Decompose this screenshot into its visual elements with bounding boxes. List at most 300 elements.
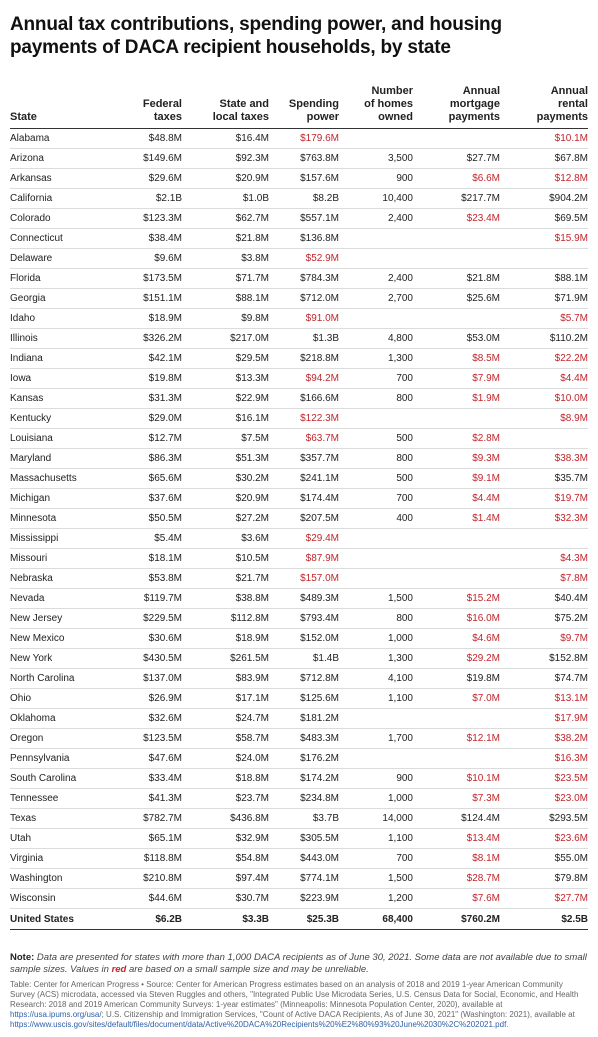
column-header-homes-owned xyxy=(339,85,413,129)
federal-taxes-cell: $65.1M xyxy=(120,829,182,849)
column-header-state xyxy=(10,85,120,129)
federal-taxes-cell: $137.0M xyxy=(120,669,182,689)
table-row xyxy=(10,469,588,489)
homes-owned-cell: 2,400 xyxy=(339,209,413,229)
table-row xyxy=(10,769,588,789)
state-cell: Michigan xyxy=(10,489,120,509)
table-row xyxy=(10,709,588,729)
table-row xyxy=(10,289,588,309)
state-local-taxes-cell: $71.7M xyxy=(182,269,269,289)
federal-taxes-cell: $18.1M xyxy=(120,549,182,569)
spending-power-cell: $166.6M xyxy=(269,389,339,409)
column-header-line: rental xyxy=(558,98,588,110)
mortgage-payments-cell: $25.6M xyxy=(413,289,500,309)
state-local-taxes-cell: $32.9M xyxy=(182,829,269,849)
column-header-mortgage-payments xyxy=(413,85,500,129)
homes-owned-cell xyxy=(339,249,413,269)
mortgage-payments-cell xyxy=(413,249,500,269)
state-cell: Iowa xyxy=(10,369,120,389)
total-state-cell: United States xyxy=(10,909,120,930)
column-header-federal-taxes xyxy=(120,85,182,129)
state-local-taxes-cell: $18.8M xyxy=(182,769,269,789)
total-rental-payments-cell: $2.5B xyxy=(500,909,588,930)
homes-owned-cell: 10,400 xyxy=(339,189,413,209)
homes-owned-cell: 400 xyxy=(339,509,413,529)
state-cell: Idaho xyxy=(10,309,120,329)
mortgage-payments-cell: $21.8M xyxy=(413,269,500,289)
federal-taxes-cell: $9.6M xyxy=(120,249,182,269)
table-row xyxy=(10,509,588,529)
federal-taxes-cell: $2.1B xyxy=(120,189,182,209)
federal-taxes-cell: $119.7M xyxy=(120,589,182,609)
spending-power-cell: $91.0M xyxy=(269,309,339,329)
state-local-taxes-cell: $62.7M xyxy=(182,209,269,229)
state-cell: Wisconsin xyxy=(10,889,120,909)
mortgage-payments-cell: $4.6M xyxy=(413,629,500,649)
column-header-line: Number xyxy=(371,85,413,97)
state-cell: Kansas xyxy=(10,389,120,409)
state-local-taxes-cell: $21.8M xyxy=(182,229,269,249)
state-cell: Louisiana xyxy=(10,429,120,449)
table-header xyxy=(10,85,588,129)
state-local-taxes-cell: $112.8M xyxy=(182,609,269,629)
rental-payments-cell: $23.6M xyxy=(500,829,588,849)
federal-taxes-cell: $430.5M xyxy=(120,649,182,669)
total-state-local-taxes-cell: $3.3B xyxy=(182,909,269,930)
state-local-taxes-cell: $51.3M xyxy=(182,449,269,469)
table-row xyxy=(10,629,588,649)
homes-owned-cell: 800 xyxy=(339,449,413,469)
rental-payments-cell: $110.2M xyxy=(500,329,588,349)
rental-payments-cell: $8.9M xyxy=(500,409,588,429)
homes-owned-cell xyxy=(339,409,413,429)
spending-power-cell: $241.1M xyxy=(269,469,339,489)
state-local-taxes-cell: $88.1M xyxy=(182,289,269,309)
rental-payments-cell: $904.2M xyxy=(500,189,588,209)
homes-owned-cell: 500 xyxy=(339,469,413,489)
state-cell: Maryland xyxy=(10,449,120,469)
spending-power-cell: $52.9M xyxy=(269,249,339,269)
mortgage-payments-cell xyxy=(413,709,500,729)
mortgage-payments-cell xyxy=(413,229,500,249)
mortgage-payments-cell: $1.9M xyxy=(413,389,500,409)
state-local-taxes-cell: $83.9M xyxy=(182,669,269,689)
federal-taxes-cell: $38.4M xyxy=(120,229,182,249)
homes-owned-cell: 500 xyxy=(339,429,413,449)
table-row xyxy=(10,729,588,749)
state-cell: Washington xyxy=(10,869,120,889)
rental-payments-cell: $13.1M xyxy=(500,689,588,709)
spending-power-cell: $489.3M xyxy=(269,589,339,609)
spending-power-cell: $29.4M xyxy=(269,529,339,549)
federal-taxes-cell: $326.2M xyxy=(120,329,182,349)
spending-power-cell: $176.2M xyxy=(269,749,339,769)
table-row xyxy=(10,229,588,249)
total-mortgage-payments-cell: $760.2M xyxy=(413,909,500,930)
state-cell: Ohio xyxy=(10,689,120,709)
federal-taxes-cell: $44.6M xyxy=(120,889,182,909)
rental-payments-cell: $75.2M xyxy=(500,609,588,629)
state-cell: Tennessee xyxy=(10,789,120,809)
spending-power-cell: $8.2B xyxy=(269,189,339,209)
table-row xyxy=(10,349,588,369)
homes-owned-cell: 700 xyxy=(339,369,413,389)
mortgage-payments-cell: $8.1M xyxy=(413,849,500,869)
state-cell: Mississippi xyxy=(10,529,120,549)
spending-power-cell: $712.8M xyxy=(269,669,339,689)
mortgage-payments-cell: $7.3M xyxy=(413,789,500,809)
mortgage-payments-cell: $7.9M xyxy=(413,369,500,389)
homes-owned-cell xyxy=(339,569,413,589)
spending-power-cell: $157.6M xyxy=(269,169,339,189)
mortgage-payments-cell: $15.2M xyxy=(413,589,500,609)
federal-taxes-cell: $19.8M xyxy=(120,369,182,389)
rental-payments-cell: $12.8M xyxy=(500,169,588,189)
total-row xyxy=(10,909,588,930)
rental-payments-cell: $23.0M xyxy=(500,789,588,809)
spending-power-cell: $712.0M xyxy=(269,289,339,309)
table-row xyxy=(10,129,588,149)
federal-taxes-cell: $65.6M xyxy=(120,469,182,489)
state-local-taxes-cell: $16.4M xyxy=(182,129,269,149)
rental-payments-cell: $88.1M xyxy=(500,269,588,289)
homes-owned-cell: 1,100 xyxy=(339,689,413,709)
mortgage-payments-cell: $23.4M xyxy=(413,209,500,229)
spending-power-cell: $136.8M xyxy=(269,229,339,249)
homes-owned-cell: 900 xyxy=(339,169,413,189)
table-row xyxy=(10,369,588,389)
mortgage-payments-cell xyxy=(413,409,500,429)
federal-taxes-cell: $41.3M xyxy=(120,789,182,809)
federal-taxes-cell: $53.8M xyxy=(120,569,182,589)
table-title: Annual tax contributions, spending power, and housing payments of DACA recipient households, by state xyxy=(10,14,502,58)
column-header-rental-payments xyxy=(500,85,588,129)
mortgage-payments-cell: $1.4M xyxy=(413,509,500,529)
rental-payments-cell: $38.3M xyxy=(500,449,588,469)
rental-payments-cell: $67.8M xyxy=(500,149,588,169)
source-text-2: ; U.S. Citizenship and Immigration Services, "Count of Active DACA Recipients, As of June 30, 2021" (Washington: 2021), available at xyxy=(101,1010,575,1019)
table-row xyxy=(10,549,588,569)
table-row xyxy=(10,329,588,349)
federal-taxes-cell: $210.8M xyxy=(120,869,182,889)
table-row xyxy=(10,789,588,809)
rental-payments-cell: $19.7M xyxy=(500,489,588,509)
state-local-taxes-cell: $10.5M xyxy=(182,549,269,569)
table-row xyxy=(10,149,588,169)
rental-payments-cell: $17.9M xyxy=(500,709,588,729)
spending-power-cell: $179.6M xyxy=(269,129,339,149)
spending-power-cell: $305.5M xyxy=(269,829,339,849)
federal-taxes-cell: $5.4M xyxy=(120,529,182,549)
mortgage-payments-cell: $217.7M xyxy=(413,189,500,209)
homes-owned-cell: 900 xyxy=(339,769,413,789)
note-text-before: Data are presented for states with more than 1,000 DACA recipients as of June 30, 2021. Some data are not available due to small sample sizes. Values in xyxy=(10,952,587,975)
table-row xyxy=(10,689,588,709)
spending-power-cell: $122.3M xyxy=(269,409,339,429)
federal-taxes-cell: $48.8M xyxy=(120,129,182,149)
homes-owned-cell: 1,100 xyxy=(339,829,413,849)
mortgage-payments-cell xyxy=(413,529,500,549)
table-row xyxy=(10,169,588,189)
mortgage-payments-cell: $4.4M xyxy=(413,489,500,509)
rental-payments-cell: $15.9M xyxy=(500,229,588,249)
homes-owned-cell: 700 xyxy=(339,849,413,869)
mortgage-payments-cell: $2.8M xyxy=(413,429,500,449)
state-cell: New York xyxy=(10,649,120,669)
rental-payments-cell: $27.7M xyxy=(500,889,588,909)
federal-taxes-cell: $118.8M xyxy=(120,849,182,869)
state-cell: Georgia xyxy=(10,289,120,309)
homes-owned-cell xyxy=(339,229,413,249)
rental-payments-cell: $5.7M xyxy=(500,309,588,329)
homes-owned-cell: 1,700 xyxy=(339,729,413,749)
table-row xyxy=(10,649,588,669)
mortgage-payments-cell: $6.6M xyxy=(413,169,500,189)
spending-power-cell: $125.6M xyxy=(269,689,339,709)
homes-owned-cell xyxy=(339,129,413,149)
spending-power-cell: $157.0M xyxy=(269,569,339,589)
state-local-taxes-cell: $29.5M xyxy=(182,349,269,369)
rental-payments-cell xyxy=(500,429,588,449)
state-local-taxes-cell: $7.5M xyxy=(182,429,269,449)
state-cell: North Carolina xyxy=(10,669,120,689)
federal-taxes-cell: $47.6M xyxy=(120,749,182,769)
state-local-taxes-cell: $54.8M xyxy=(182,849,269,869)
federal-taxes-cell: $50.5M xyxy=(120,509,182,529)
state-cell: New Jersey xyxy=(10,609,120,629)
spending-power-cell: $63.7M xyxy=(269,429,339,449)
federal-taxes-cell: $26.9M xyxy=(120,689,182,709)
spending-power-cell: $763.8M xyxy=(269,149,339,169)
homes-owned-cell: 1,300 xyxy=(339,649,413,669)
state-local-taxes-cell: $20.9M xyxy=(182,489,269,509)
data-table xyxy=(10,85,588,930)
spending-power-cell: $557.1M xyxy=(269,209,339,229)
header-row xyxy=(10,85,588,129)
homes-owned-cell: 1,000 xyxy=(339,629,413,649)
state-cell: Missouri xyxy=(10,549,120,569)
table-row xyxy=(10,529,588,549)
federal-taxes-cell: $149.6M xyxy=(120,149,182,169)
state-local-taxes-cell: $27.2M xyxy=(182,509,269,529)
federal-taxes-cell: $229.5M xyxy=(120,609,182,629)
state-local-taxes-cell: $97.4M xyxy=(182,869,269,889)
homes-owned-cell: 4,800 xyxy=(339,329,413,349)
federal-taxes-cell: $173.5M xyxy=(120,269,182,289)
source-text-1: Table: Center for American Progress • Source: Center for American Progress estimates based on an analysis of 2018 and 2019 1-year American Community Survey (ACS) microdata, accessed via Steven Ruggles and others, "Integrated Public Use Microdata Series, U.S. Census Data for Social, Economic, and Health Research: 2018 and 2019 American Community Surveys: 1-year estimates" (Minneapolis: Minnesota Population Center, 2020), available at xyxy=(10,980,579,1009)
homes-owned-cell: 800 xyxy=(339,609,413,629)
mortgage-payments-cell: $9.1M xyxy=(413,469,500,489)
state-cell: New Mexico xyxy=(10,629,120,649)
table-row xyxy=(10,889,588,909)
spending-power-cell: $357.7M xyxy=(269,449,339,469)
note-text-after: are based on a small sample size and may be unreliable. xyxy=(126,964,369,975)
source-text-3: . xyxy=(506,1020,509,1029)
spending-power-cell: $174.2M xyxy=(269,769,339,789)
table-row xyxy=(10,249,588,269)
state-local-taxes-cell: $261.5M xyxy=(182,649,269,669)
spending-power-cell: $234.8M xyxy=(269,789,339,809)
mortgage-payments-cell xyxy=(413,129,500,149)
homes-owned-cell: 14,000 xyxy=(339,809,413,829)
mortgage-payments-cell: $8.5M xyxy=(413,349,500,369)
total-federal-taxes-cell: $6.2B xyxy=(120,909,182,930)
homes-owned-cell xyxy=(339,309,413,329)
column-header-line: Spending xyxy=(288,98,339,110)
spending-power-cell: $174.4M xyxy=(269,489,339,509)
mortgage-payments-cell xyxy=(413,569,500,589)
mortgage-payments-cell: $16.0M xyxy=(413,609,500,629)
state-local-taxes-cell: $436.8M xyxy=(182,809,269,829)
table-row xyxy=(10,869,588,889)
federal-taxes-cell: $32.6M xyxy=(120,709,182,729)
homes-owned-cell xyxy=(339,749,413,769)
state-cell: Nevada xyxy=(10,589,120,609)
state-local-taxes-cell: $16.1M xyxy=(182,409,269,429)
spending-power-cell: $207.5M xyxy=(269,509,339,529)
federal-taxes-cell: $86.3M xyxy=(120,449,182,469)
state-local-taxes-cell: $17.1M xyxy=(182,689,269,709)
table-row xyxy=(10,569,588,589)
note-red-keyword: red xyxy=(111,964,127,975)
federal-taxes-cell: $123.5M xyxy=(120,729,182,749)
federal-taxes-cell: $30.6M xyxy=(120,629,182,649)
state-local-taxes-cell: $38.8M xyxy=(182,589,269,609)
rental-payments-cell: $9.7M xyxy=(500,629,588,649)
mortgage-payments-cell: $12.1M xyxy=(413,729,500,749)
federal-taxes-cell: $31.3M xyxy=(120,389,182,409)
spending-power-cell: $223.9M xyxy=(269,889,339,909)
homes-owned-cell: 700 xyxy=(339,489,413,509)
table-row xyxy=(10,849,588,869)
state-local-taxes-cell: $20.9M xyxy=(182,169,269,189)
column-header-state-local-taxes xyxy=(182,85,269,129)
state-local-taxes-cell: $21.7M xyxy=(182,569,269,589)
spending-power-cell: $774.1M xyxy=(269,869,339,889)
mortgage-payments-cell: $9.3M xyxy=(413,449,500,469)
state-cell: Oklahoma xyxy=(10,709,120,729)
mortgage-payments-cell: $10.1M xyxy=(413,769,500,789)
mortgage-payments-cell: $19.8M xyxy=(413,669,500,689)
column-header-line: Annual xyxy=(462,85,500,97)
federal-taxes-cell: $18.9M xyxy=(120,309,182,329)
rental-payments-cell: $10.0M xyxy=(500,389,588,409)
federal-taxes-cell: $29.6M xyxy=(120,169,182,189)
source-link-uscis[interactable]: https://www.uscis.gov/sites/default/files/document/data/Active%20DACA%20Recipients%20%E2%80%93%20June%2030%2C%202021.pdf xyxy=(10,1020,507,1029)
rental-payments-cell: $4.3M xyxy=(500,549,588,569)
mortgage-payments-cell: $29.2M xyxy=(413,649,500,669)
rental-payments-cell: $293.5M xyxy=(500,809,588,829)
homes-owned-cell xyxy=(339,709,413,729)
homes-owned-cell xyxy=(339,529,413,549)
rental-payments-cell: $16.3M xyxy=(500,749,588,769)
rental-payments-cell: $79.8M xyxy=(500,869,588,889)
column-header-line: taxes xyxy=(153,111,182,123)
table-row xyxy=(10,589,588,609)
homes-owned-cell: 1,500 xyxy=(339,589,413,609)
spending-power-cell: $443.0M xyxy=(269,849,339,869)
state-local-taxes-cell: $24.0M xyxy=(182,749,269,769)
homes-owned-cell: 3,500 xyxy=(339,149,413,169)
state-cell: Colorado xyxy=(10,209,120,229)
rental-payments-cell: $7.8M xyxy=(500,569,588,589)
column-header-line: State and xyxy=(219,98,269,110)
homes-owned-cell: 1,200 xyxy=(339,889,413,909)
spending-power-cell: $87.9M xyxy=(269,549,339,569)
source-link-ipums[interactable]: https://usa.ipums.org/usa/ xyxy=(10,1010,102,1019)
state-cell: Connecticut xyxy=(10,229,120,249)
homes-owned-cell: 2,700 xyxy=(339,289,413,309)
spending-power-cell: $483.3M xyxy=(269,729,339,749)
rental-payments-cell: $23.5M xyxy=(500,769,588,789)
rental-payments-cell: $69.5M xyxy=(500,209,588,229)
rental-payments-cell: $38.2M xyxy=(500,729,588,749)
federal-taxes-cell: $151.1M xyxy=(120,289,182,309)
table-row xyxy=(10,209,588,229)
rental-payments-cell: $40.4M xyxy=(500,589,588,609)
state-cell: Arkansas xyxy=(10,169,120,189)
state-cell: Massachusetts xyxy=(10,469,120,489)
table-row xyxy=(10,829,588,849)
federal-taxes-cell: $42.1M xyxy=(120,349,182,369)
mortgage-payments-cell: $7.0M xyxy=(413,689,500,709)
column-header-line: Annual xyxy=(550,85,588,97)
state-cell: Kentucky xyxy=(10,409,120,429)
table-row xyxy=(10,309,588,329)
homes-owned-cell: 800 xyxy=(339,389,413,409)
table-body xyxy=(10,129,588,930)
mortgage-payments-cell: $53.0M xyxy=(413,329,500,349)
spending-power-cell: $181.2M xyxy=(269,709,339,729)
table-row xyxy=(10,269,588,289)
state-local-taxes-cell: $1.0B xyxy=(182,189,269,209)
spending-power-cell: $784.3M xyxy=(269,269,339,289)
state-cell: Minnesota xyxy=(10,509,120,529)
state-local-taxes-cell: $13.3M xyxy=(182,369,269,389)
state-local-taxes-cell: $3.8M xyxy=(182,249,269,269)
state-local-taxes-cell: $30.2M xyxy=(182,469,269,489)
state-cell: Utah xyxy=(10,829,120,849)
table-note xyxy=(10,952,588,976)
state-cell: Nebraska xyxy=(10,569,120,589)
state-cell: Arizona xyxy=(10,149,120,169)
state-cell: Oregon xyxy=(10,729,120,749)
federal-taxes-cell: $12.7M xyxy=(120,429,182,449)
homes-owned-cell: 1,300 xyxy=(339,349,413,369)
state-cell: Illinois xyxy=(10,329,120,349)
federal-taxes-cell: $782.7M xyxy=(120,809,182,829)
state-cell: Florida xyxy=(10,269,120,289)
homes-owned-cell xyxy=(339,549,413,569)
homes-owned-cell: 1,000 xyxy=(339,789,413,809)
federal-taxes-cell: $33.4M xyxy=(120,769,182,789)
table-row xyxy=(10,389,588,409)
mortgage-payments-cell xyxy=(413,309,500,329)
homes-owned-cell: 1,500 xyxy=(339,869,413,889)
rental-payments-cell: $32.3M xyxy=(500,509,588,529)
state-cell: Texas xyxy=(10,809,120,829)
mortgage-payments-cell: $124.4M xyxy=(413,809,500,829)
spending-power-cell: $1.4B xyxy=(269,649,339,669)
federal-taxes-cell: $29.0M xyxy=(120,409,182,429)
state-cell: California xyxy=(10,189,120,209)
table-row xyxy=(10,749,588,769)
column-header-line: owned xyxy=(378,111,413,123)
state-cell: Virginia xyxy=(10,849,120,869)
homes-owned-cell: 2,400 xyxy=(339,269,413,289)
spending-power-cell: $3.7B xyxy=(269,809,339,829)
state-local-taxes-cell: $22.9M xyxy=(182,389,269,409)
